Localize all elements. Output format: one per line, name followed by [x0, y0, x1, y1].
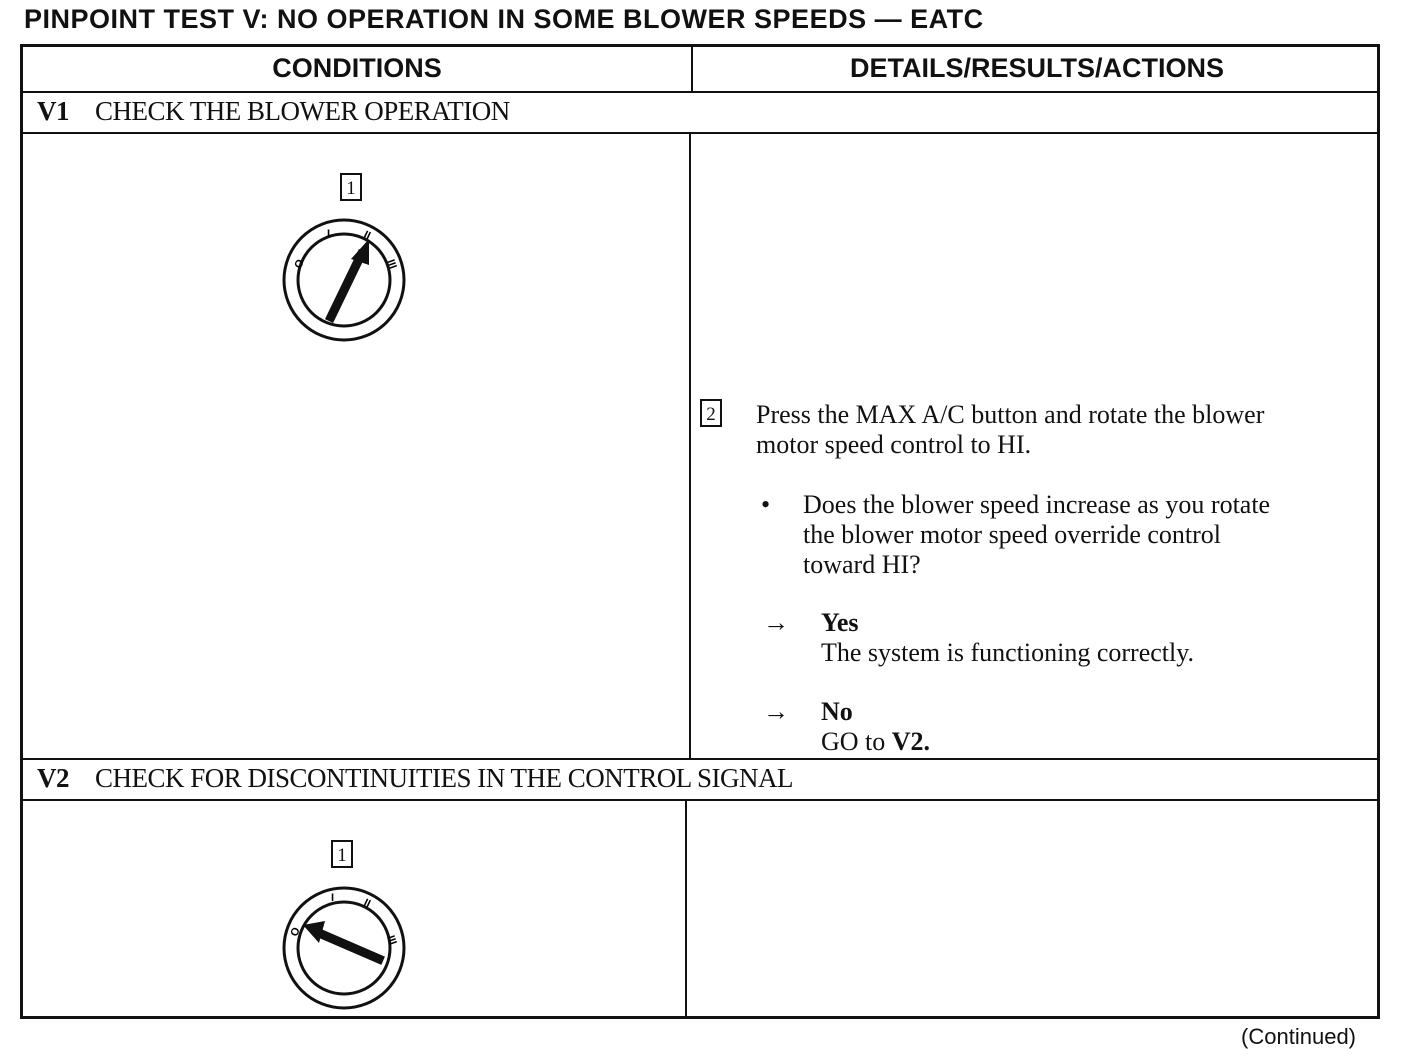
v2-column-divider — [685, 799, 687, 1019]
v1-yes-answer — [821, 608, 1361, 668]
v2-heading-rule — [23, 799, 1377, 801]
v1-question-line2: the blower motor speed override control — [803, 520, 1222, 549]
v1-dial-label-2: II — [361, 228, 373, 243]
details-header: DETAILS/RESULTS/ACTIONS — [849, 53, 1224, 83]
v1-question — [803, 490, 1363, 580]
v1-dial-label-3: III — [384, 257, 399, 271]
v2-dial-label-3: III — [384, 933, 399, 947]
v2-blower-dial-icon — [279, 885, 409, 1011]
v1-step2-text — [756, 400, 1356, 460]
v1-no-arrow: → — [763, 697, 789, 726]
v1-step2-box: 2 — [700, 399, 722, 427]
v1-step2-line2: motor speed control to HI. — [756, 430, 1032, 459]
v1-dial-label-1: I — [327, 228, 331, 240]
v1-yes-arrow: → — [763, 608, 789, 637]
v1-no-target: V2. — [891, 727, 931, 756]
v1-no-answer — [821, 697, 1361, 757]
v1-step1-box: 1 — [340, 173, 362, 201]
v1-question-line1: Does the blower speed increase as you rotate — [803, 490, 1271, 519]
v1-bullet: • — [761, 490, 771, 519]
v1-id: V1 — [37, 96, 69, 126]
v1-no-text: GO to — [821, 727, 892, 756]
pinpoint-test-table — [20, 44, 1380, 1019]
v2-dial-label-1: I — [331, 892, 335, 904]
v1-no-label: No — [821, 697, 853, 726]
header-rule — [23, 91, 1377, 93]
v1-heading-row — [37, 96, 510, 127]
v1-heading: CHECK THE BLOWER OPERATION — [95, 96, 510, 126]
v2-heading: CHECK FOR DISCONTINUITIES IN THE CONTROL SIGNAL — [95, 763, 793, 793]
v2-heading-row — [37, 763, 793, 794]
v2-dial-label-o: O — [288, 925, 303, 939]
page-title: PINPOINT TEST V: NO OPERATION IN SOME BLOWER SPEEDS — EATC — [24, 4, 984, 34]
v1-dial-label-o: O — [292, 257, 307, 271]
v2-step1-box: 1 — [331, 840, 353, 868]
v1-yes-text: The system is functioning correctly. — [821, 638, 1195, 667]
v2-id: V2 — [37, 763, 69, 793]
continued-note: (Continued) — [1241, 1024, 1356, 1049]
v2-dial-label-2: II — [361, 896, 373, 911]
v1-question-line3: toward HI? — [803, 550, 921, 579]
conditions-header: CONDITIONS — [272, 53, 442, 83]
v1-bottom-rule — [23, 758, 1377, 760]
v1-step2-line1: Press the MAX A/C button and rotate the blower — [756, 400, 1265, 429]
v1-heading-rule — [23, 132, 1377, 134]
v1-blower-dial-icon — [279, 217, 409, 343]
header-divider — [691, 47, 693, 91]
v1-yes-label: Yes — [821, 608, 859, 637]
v1-column-divider — [689, 132, 691, 758]
